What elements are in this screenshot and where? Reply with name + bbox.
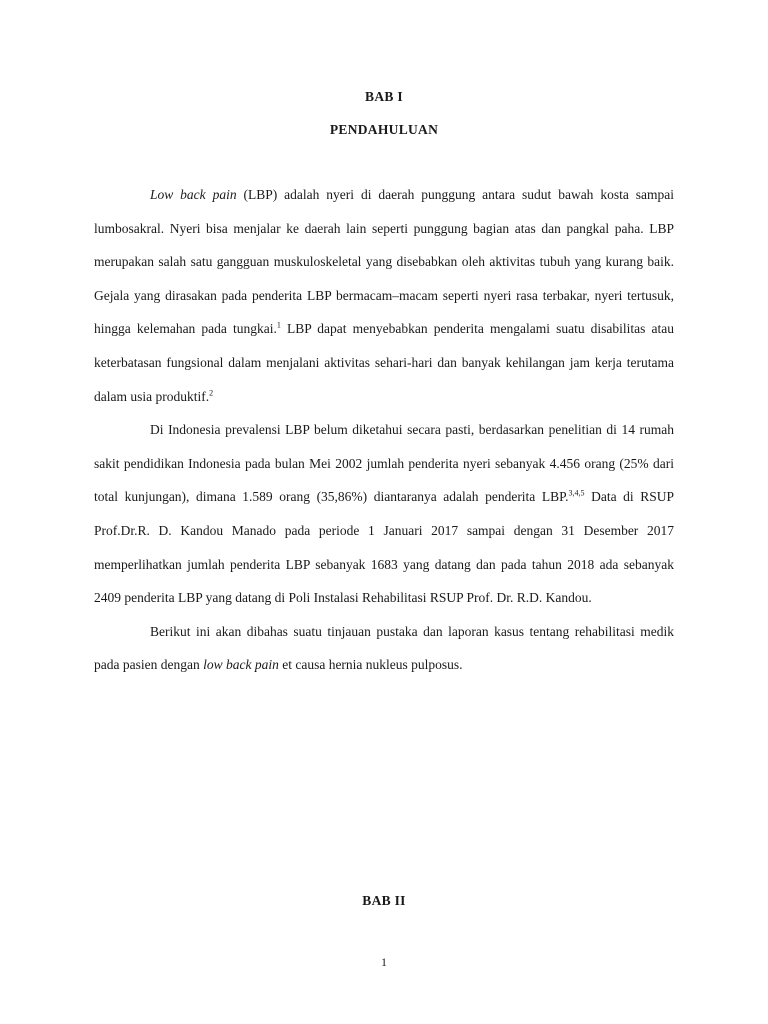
- chapter-1-label: BAB I: [365, 89, 403, 104]
- paragraph-3: [94, 615, 674, 682]
- chapter-2-label: BAB II: [362, 893, 406, 908]
- paragraph-1: [94, 178, 674, 413]
- paragraph-2-text-a: Di Indonesia prevalensi LBP belum diketahui secara pasti, berdasarkan penelitian di 14 rumah sakit pendidikan Indonesia pada bulan Mei 2002 jumlah penderita nyeri sebanyak 4.456 orang (25% dari total kunjungan), dimana 1.589 orang (35,86%) diantaranya adalah penderita LBP.: [94, 422, 674, 505]
- paragraph-3-text-a: Berikut ini akan dibahas suatu tinjauan pustaka dan laporan kasus tentang rehabilitasi medik pada pasien dengan: [94, 623, 674, 673]
- citation-2: 2: [209, 388, 214, 398]
- paragraph-1-text-a: (LBP) adalah nyeri di daerah punggung antara sudut bawah kosta sampai lumbosakral. Nyeri bisa menjalar ke daerah lain seperti punggung bagian atas dan pangkal paha. LBP merupakan salah satu gangguan muskuloskeletal yang disebabkan oleh aktivitas tubuh yang kurang baik. Gejala yang dirasakan pada penderita LBP bermacam–macam seperti nyeri rasa terbakar, nyeri tertusuk, hingga kelemahan pada tungkai.: [94, 187, 674, 337]
- chapter-1-title: PENDAHULUAN: [329, 122, 439, 137]
- paragraph-2: [94, 413, 674, 615]
- paragraph-3-text-b: et causa hernia nukleus pulposus.: [278, 657, 463, 673]
- term-low-back-pain: Low back pain: [150, 187, 237, 202]
- page-number: 1: [381, 955, 387, 969]
- citation-3-4-5: 3,4,5: [568, 488, 585, 498]
- term-low-back-pain-2: low back pain: [203, 657, 279, 673]
- citation-1: 1: [276, 320, 281, 330]
- paragraph-2-text-b: Data di RSUP Prof.Dr.R. D. Kandou Manado pada periode 1 Januari 2017 sampai dengan 31 Desember 2017 memperlihatkan jumlah penderita LBP sebanyak 1683 yang datang dan pada tahun 2018 ada sebanyak 2409 penderita LBP yang datang di Poli Instalasi Rehabilitasi RSUP Prof. Dr. R.D. Kandou.: [94, 489, 674, 606]
- paragraph-1-text-b: LBP dapat menyebabkan penderita mengalami suatu disabilitas atau keterbatasan fungsional dalam menjalani aktivitas sehari-hari dan banyak kehilangan jam kerja terutama dalam usia produktif.: [94, 321, 674, 404]
- body-text: [94, 178, 674, 682]
